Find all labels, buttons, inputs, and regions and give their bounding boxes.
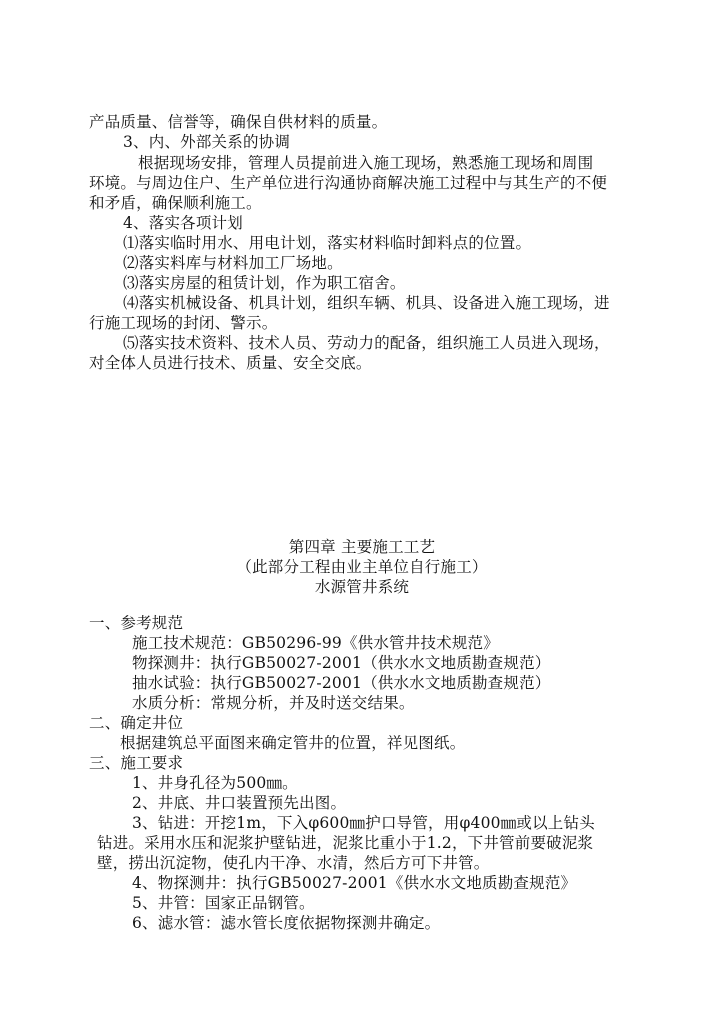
text-line: 施工技术规范：GB50296-99《供水管井技术规范》: [132, 634, 499, 652]
list-item: 3、钻进：开挖1m，下入φ600㎜护口导管，用φ400㎜或以上钻头: [132, 814, 595, 832]
list-item: ⑷落实机械设备、机具计划，组织车辆、机具、设备进入施工现场，进: [123, 294, 610, 312]
text-line: 水质分析：常规分析，并及时送交结果。: [132, 694, 415, 712]
text-line: 对全体人员进行技术、质量、安全交底。: [89, 354, 372, 372]
text-line: 行施工现场的封闭、警示。: [89, 314, 278, 332]
list-item: ⑵落实料库与材料加工厂场地。: [123, 254, 343, 272]
text-line: 和矛盾，确保顺利施工。: [89, 194, 262, 212]
chapter-subtitle: （此部分工程由业主单位自行施工）: [236, 558, 488, 576]
text-line: 根据建筑总平面图来确定管井的位置，祥见图纸。: [120, 734, 466, 752]
section-heading: 二、确定井位: [89, 714, 184, 732]
text-line: 根据现场安排，管理人员提前进入施工现场，熟悉施工现场和周围: [138, 154, 594, 172]
list-item: ⑴落实临时用水、用电计划，落实材料临时卸料点的位置。: [123, 234, 532, 252]
text-line: 产品质量、信誉等，确保自供材料的质量。: [89, 113, 388, 131]
subheading: 3、内、外部关系的协调: [123, 133, 291, 151]
list-item: 4、物探测井：执行GB50027-2001《供水水文地质勘查规范》: [132, 874, 577, 892]
list-item: 1、井身孔径为500㎜。: [132, 774, 298, 792]
list-item: 5、井管：国家正品钢管。: [132, 894, 315, 912]
subheading: 4、落实各项计划: [123, 214, 243, 232]
list-item: ⑸落实技术资料、技术人员、劳动力的配备，组织施工人员进入现场，: [123, 334, 610, 352]
text-line: 壁，捞出沉淀物，使孔内干净、水清，然后方可下井管。: [97, 854, 490, 872]
section-heading: 一、参考规范: [89, 614, 184, 632]
list-item: 6、滤水管：滤水管长度依据物探测井确定。: [132, 914, 441, 932]
list-item: 2、井底、井口装置预先出图。: [132, 794, 347, 812]
system-title: 水源管井系统: [314, 578, 410, 596]
text-line: 物探测井：执行GB50027-2001（供水水文地质勘查规范）: [132, 654, 551, 672]
section-heading: 三、施工要求: [89, 754, 184, 772]
text-line: 环境。与周边住户、生产单位进行沟通协商解决施工过程中与其生产的不便: [89, 174, 608, 192]
list-item: ⑶落实房屋的租赁计划，作为职工宿舍。: [123, 274, 406, 292]
chapter-title: 第四章 主要施工工艺: [288, 538, 436, 556]
text-line: 抽水试验：执行GB50027-2001（供水水文地质勘查规范）: [132, 674, 551, 692]
text-line: 钻进。采用水压和泥浆护壁钻进，泥浆比重小于1.2，下井管前要破泥浆: [97, 834, 594, 852]
